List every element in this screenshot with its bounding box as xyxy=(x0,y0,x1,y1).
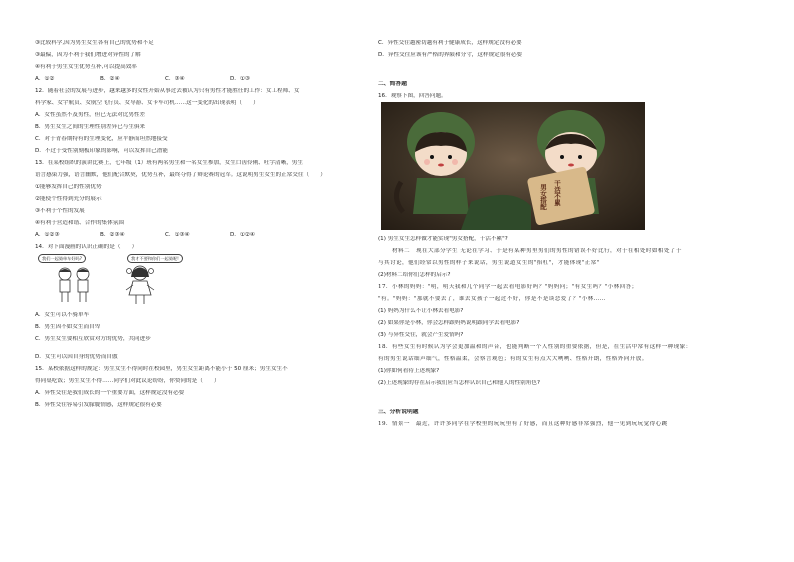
speech-bubble: 我才不要和你们一起骑呢! xyxy=(127,254,183,263)
section-heading: 三、分析说明题 xyxy=(378,409,419,415)
q13-stem: 语言感染力强，语言幽默，他们配合默契，优势互补，最终夺得了辩论赛的冠军。这说明男生女生的正常交往（ ） xyxy=(35,172,326,178)
q18-sub: (1)你如何看待上述现象? xyxy=(378,368,440,374)
option: B．男生因不如女生而自卑 xyxy=(35,324,101,330)
q15-stem: 得同桌吃饭；男生女生不得……同学们对此议论纷纷，你赞同的是（ ） xyxy=(35,378,220,384)
q17-sub: (1) 妈妈为什么不让小林去看电影? xyxy=(378,308,464,314)
sign-text: 干活不累 xyxy=(553,180,561,206)
option: D．异性交往应该有严格的界限和分寸，这样规定很有必要 xyxy=(378,52,523,58)
q12-stem: 科学家、女宇航员、女航空飞行员、女导游、女卡车司机……这一变化的出现表明（ ） xyxy=(35,100,259,106)
q14-cartoon xyxy=(35,254,185,306)
q16-sub: (1) 男生女生怎样做才能实现"男女搭配，干活不累"? xyxy=(378,236,508,242)
option: D．女生可以因自身的优势而自傲 xyxy=(35,354,118,360)
q16-sub: (2)材料二给你们怎样的启示? xyxy=(378,272,451,278)
option: A．女性虽然不及男性，但已无法对比男性差 xyxy=(35,112,146,118)
option: C．男生女生要相互欣赏对方的优势，共同进步 xyxy=(35,336,151,342)
material-text: 材料二 现在大部分学生 无论在学习、于是有某种男里男们的男性的错误不好比行，对于在相处时如相处了于 xyxy=(392,248,682,254)
q13-item: ①能够发挥自己的性别优势 xyxy=(35,184,102,190)
q17-stem: 17．小林的妈妈："明，明天我和几个同学一起去看电影好吗？"妈妈问；"有女生吗？"小林回答； xyxy=(378,284,638,290)
q13-item: ②能使个性得到充分的展示 xyxy=(35,196,102,202)
material-text: 与其讨论，他们经常以男性的样子来说话，男生说道女生的"抬杠"，才能体现"正常" xyxy=(378,260,600,266)
q16-photo xyxy=(381,102,645,230)
option: A．女生可以不骑单车 xyxy=(35,312,90,318)
option: A．①②③ xyxy=(35,232,60,238)
q11-options xyxy=(35,76,370,83)
girl-drawing-icon xyxy=(123,263,157,306)
right-column xyxy=(378,40,760,428)
option: A．①② xyxy=(35,76,55,82)
answer-item: ④有利于男生女生优势互补,可以提高效率 xyxy=(35,64,137,70)
section-heading: 二、简答题 xyxy=(378,81,407,87)
dolls-photo-icon xyxy=(381,102,645,230)
option: C．①③④ xyxy=(165,232,190,238)
q14-stem: 14．对下面漫画的认识正确的是（ ） xyxy=(35,244,138,250)
option: B．异性交往容易引发朦胧情感，这样规定很有必要 xyxy=(35,402,162,408)
q19-stem: 19．情景一 最近，许许多同学在学校里的玩玩里有了好感，而且这种好感非常强烈，他一见到玩玩觉得心跳 xyxy=(378,421,668,427)
q15-stem: 15．某校依据这样的规定：男生女生不得同时在校园里，男生女生距离不能小于 50 厘米；男生女生不 xyxy=(35,366,288,372)
q17-sub: (3) 与异性交往，就会产生爱情吗? xyxy=(378,332,464,338)
q13-options xyxy=(35,232,370,239)
option: D．①③ xyxy=(230,76,250,82)
q18-stem: 18．有些女生有时候认为学会更加温和的声音，也能判断一个人性别的重要依据，但是，在生活中常有这样一种现象： xyxy=(378,344,692,350)
option: C．③④ xyxy=(165,76,185,82)
q13-stem: 13．在某校组织的演讲比赛上，七年级（1）班有两名男生和一名女生参加，女生口齿伶俐、吐字清晰，男生 xyxy=(35,160,303,166)
option: B．②④ xyxy=(100,76,120,82)
q16-stem: 16．观察下图，回答问题。 xyxy=(378,93,447,99)
q18-stem: 有的男生说话细声细气，性格温柔，会察言观色；有的女生有点大大咧咧、性格开朗，性格外向开放。 xyxy=(378,356,648,362)
boys-drawing-icon xyxy=(55,264,95,306)
option: C．对于青春期特有的生理变化，应平静而坦然地接受 xyxy=(35,136,168,142)
q13-item: ④有利于营造和谐、合作的集体氛围 xyxy=(35,220,124,226)
option: D．①②④ xyxy=(230,232,255,238)
q18-sub: (2)上述现象的存在启示我们应当怎样认识自己和他人的性别角色? xyxy=(378,380,540,386)
option: A．异性交往是我们成长的一个重要方面，这样规定没有必要 xyxy=(35,390,185,396)
option: B．男生女生之间的生理性别差异已与生俱来 xyxy=(35,124,146,130)
q17-sub: (2) 如果你是小林，你会怎样跟妈妈说明跟同学去看电影? xyxy=(378,320,520,326)
q17-stem: "有。"妈妈："那就不要去了，谁去女孩子一起过不好，你是不是谈恋爱了？"小林…… xyxy=(378,296,606,302)
q12-stem: 12．随着社会的发展与进步，越来越多的女性开始从事过去被认为只有男性才能胜任的工作：女工程师、女 xyxy=(35,88,300,94)
sign-text: 男女搭配 xyxy=(539,184,547,210)
option: D．不过于受性别刻板印象的影响，可以发挥自己潜能 xyxy=(35,148,168,154)
answer-item: ③比较科学,因为男生女生各有自己的优势和不足 xyxy=(35,40,154,46)
q13-item: ③不利于个性的发展 xyxy=(35,208,85,214)
speech-bubble: 我们一起骑单车好吗? xyxy=(38,254,86,263)
option: C．异性交往越密切越有利于健康成长，这样规定没有必要 xyxy=(378,40,522,46)
option: B．②③④ xyxy=(100,232,125,238)
answer-item: ③最偏，因为不利于我们增进对异性的了解 xyxy=(35,52,141,58)
left-column xyxy=(35,40,370,409)
